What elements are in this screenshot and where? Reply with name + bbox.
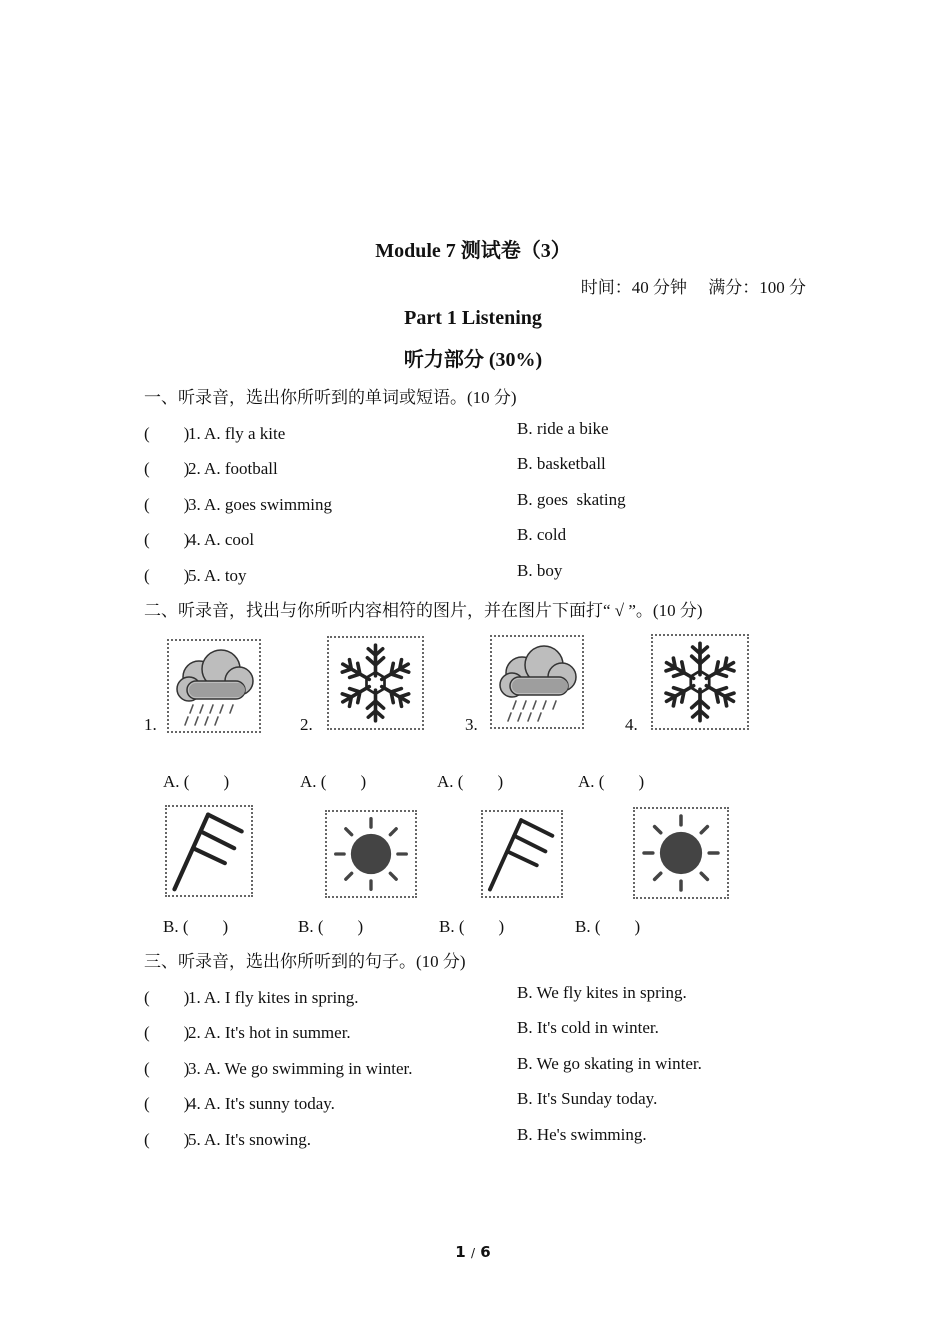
answer-blank[interactable]: ( ) (144, 1059, 190, 1078)
answer-blank-b[interactable]: B. ( ) (163, 917, 229, 936)
answer-blank-b[interactable]: B. ( ) (298, 917, 364, 936)
sun-icon (633, 807, 729, 899)
answer-blank-b[interactable]: B. ( ) (575, 917, 641, 936)
option-b: B. ride a bike (517, 419, 609, 438)
option-b: B. boy (517, 561, 563, 580)
question-row (144, 1054, 702, 1079)
option-b: B. We go skating in winter. (517, 1054, 702, 1073)
snowflake-icon (651, 634, 749, 730)
wind-flag-icon (481, 810, 563, 898)
option-a: 3. A. We go swimming in winter. (188, 1059, 413, 1078)
question-row (144, 1018, 659, 1043)
option-a: 4. A. It's sunny today. (188, 1094, 335, 1113)
question-row (144, 561, 563, 586)
wind-flag-icon (165, 805, 253, 897)
snowflake-icon (327, 636, 424, 730)
picture-number: 3. (465, 715, 478, 734)
question-row (144, 983, 687, 1008)
picture-number: 2. (300, 715, 313, 734)
option-a: 2. A. It's hot in summer. (188, 1023, 351, 1042)
answer-blank[interactable]: ( ) (144, 1023, 190, 1042)
part-subheading: 听力部分 (30%) (403, 349, 543, 371)
exam-meta: 时间：40 分钟 满分：100 分 (580, 278, 806, 297)
answer-blank[interactable]: ( ) (144, 1094, 190, 1113)
page-title: Module 7 测试卷（3） (375, 240, 571, 262)
option-b: B. basketball (517, 454, 606, 473)
answer-blank-a[interactable]: A. ( ) (163, 772, 230, 791)
question-row (144, 1125, 647, 1150)
answer-blank[interactable]: ( ) (144, 530, 190, 549)
option-a: 3. A. goes swimming (188, 495, 333, 514)
option-b: B. It's Sunday today. (517, 1089, 658, 1108)
option-b: B. He's swimming. (517, 1125, 647, 1144)
rain-cloud-icon (167, 639, 261, 733)
answer-blank[interactable]: ( ) (144, 495, 190, 514)
question-row (144, 525, 567, 550)
sun-icon (325, 810, 417, 898)
total-pages: 6 (480, 1243, 491, 1261)
option-a: 5. A. It's snowing. (188, 1130, 312, 1149)
current-page: 1 (455, 1243, 466, 1261)
section2-instruction: 二、听录音，找出与你所听内容相符的图片，并在图片下面打“ √ ”。(10 分) (144, 601, 703, 620)
answer-blank[interactable]: ( ) (144, 424, 190, 443)
question-row (144, 454, 606, 479)
option-b: B. We fly kites in spring. (517, 983, 687, 1002)
section3-instruction: 三、听录音，选出你所听到的句子。(10 分) (144, 952, 466, 971)
picture-number: 1. (144, 715, 157, 734)
answer-blank[interactable]: ( ) (144, 988, 190, 1007)
question-row (144, 1089, 658, 1114)
answer-blank-b[interactable]: B. ( ) (439, 917, 505, 936)
option-b: B. It's cold in winter. (517, 1018, 659, 1037)
section1-instruction: 一、听录音，选出你所听到的单词或短语。(10 分) (144, 388, 517, 407)
picture-number: 4. (625, 715, 638, 734)
question-row (144, 419, 609, 444)
question-row (144, 490, 626, 515)
answer-blank-a[interactable]: A. ( ) (300, 772, 367, 791)
option-a: 4. A. cool (188, 530, 255, 549)
rain-cloud-icon (490, 635, 584, 729)
page-number (0, 1243, 946, 1261)
option-a: 1. A. fly a kite (188, 424, 286, 443)
answer-blank[interactable]: ( ) (144, 459, 190, 478)
answer-blank[interactable]: ( ) (144, 1130, 190, 1149)
answer-blank-a[interactable]: A. ( ) (437, 772, 504, 791)
option-b: B. cold (517, 525, 567, 544)
option-a: 2. A. football (188, 459, 278, 478)
answer-blank[interactable]: ( ) (144, 566, 190, 585)
answer-blank-a[interactable]: A. ( ) (578, 772, 645, 791)
option-a: 5. A. toy (188, 566, 247, 585)
option-a: 1. A. I fly kites in spring. (188, 988, 359, 1007)
page-separator: / (470, 1246, 476, 1260)
part-heading: Part 1 Listening (404, 307, 542, 329)
option-b: B. goes skating (517, 490, 626, 509)
